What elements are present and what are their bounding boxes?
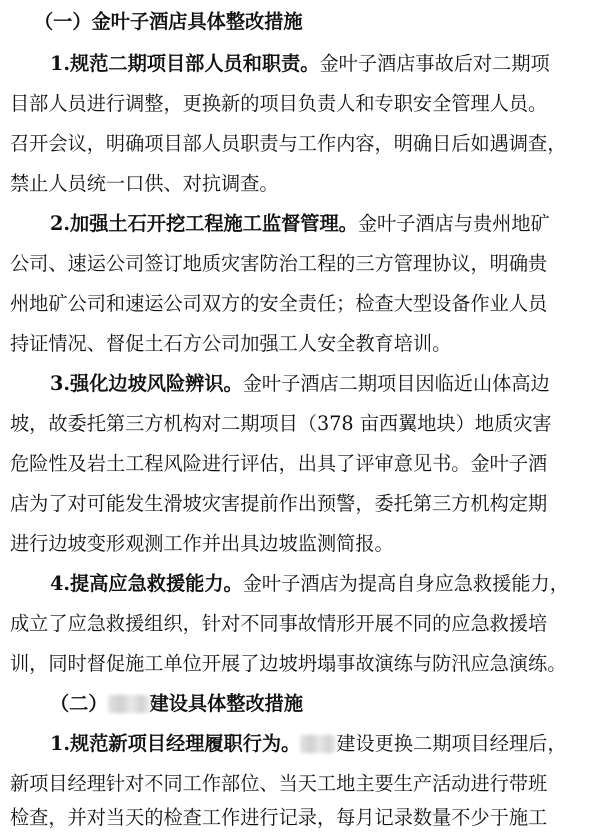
item-text: 金叶子酒店与贵州地矿 <box>357 212 550 235</box>
item-text: 金叶子酒店二期项目因临近山体高边 <box>242 372 550 395</box>
paragraph-s2-item-1-line-1 <box>50 732 609 756</box>
paragraph-item-4-line-1 <box>50 572 609 596</box>
paragraph-item-1-line-1 <box>50 52 609 76</box>
item-text: 金叶子酒店为提高自身应急救援能力， <box>242 572 569 595</box>
paragraph-line: 持证情况、督促土石方公司加强工人安全教育培训。 <box>10 332 452 355</box>
heading-suffix: 建设具体整改措施 <box>149 692 304 715</box>
item-title: 1.规范新项目经理履职行为。 <box>50 732 301 755</box>
item-title: 3.强化边坡风险辨识。 <box>50 372 243 395</box>
paragraph-line: 危险性及岩土工程风险进行评估，出具了评审意见书。金叶子酒 <box>10 452 548 475</box>
item-title: 1.规范二期项目部人员和职责。 <box>50 52 320 75</box>
paragraph-line: 公司、速运公司签订地质灾害防治工程的三方管理协议，明确贵 <box>10 252 548 275</box>
item-title: 2.加强土石开挖工程施工监督管理。 <box>50 212 358 235</box>
paragraph-line: 召开会议，明确项目部人员职责与工作内容，明确日后如遇调查， <box>10 132 567 155</box>
section-heading-2 <box>50 692 609 716</box>
heading-prefix: （二） <box>50 692 108 715</box>
section-heading-1: （一）金叶子酒店具体整改措施 <box>34 10 303 33</box>
paragraph-line: 目部人员进行调整，更换新的项目负责人和专职安全管理人员。 <box>10 92 548 115</box>
item-title: 4.提高应急救援能力。 <box>50 572 243 595</box>
item-text: 建设更换二期项目经理后， <box>336 732 567 755</box>
paragraph-line: 州地矿公司和速运公司双方的安全责任；检查大型设备作业人员 <box>10 292 548 315</box>
paragraph-line: 店为了对可能发生滑坡灾害提前作出预警，委托第三方机构定期 <box>10 492 548 515</box>
paragraph-item-3-line-1 <box>50 372 609 396</box>
redacted-company-name <box>300 735 336 753</box>
paragraph-line: 成立了应急救援组织，针对不同事故情形开展不同的应急救援培 <box>10 612 548 635</box>
item-text: 金叶子酒店事故后对二期项 <box>319 52 550 75</box>
paragraph-line: 坡，故委托第三方机构对二期项目（378 亩西翼地块）地质灾害 <box>10 412 552 435</box>
paragraph-line: 禁止人员统一口供、对抗调查。 <box>10 172 279 195</box>
paragraph-line: 新项目经理针对不同工作部位、当天工地主要生产活动进行带班 <box>10 772 548 795</box>
paragraph-line: 检查，并对当天的检查工作进行记录，每月记录数量不少于施工 <box>10 806 548 829</box>
redacted-company-name <box>108 695 150 713</box>
paragraph-line: 进行边坡变形观测工作并出具边坡监测简报。 <box>10 532 394 555</box>
paragraph-item-2-line-1 <box>50 212 609 236</box>
paragraph-line: 训，同时督促施工单位开展了边坡坍塌事故演练与防汛应急演练。 <box>10 652 567 675</box>
